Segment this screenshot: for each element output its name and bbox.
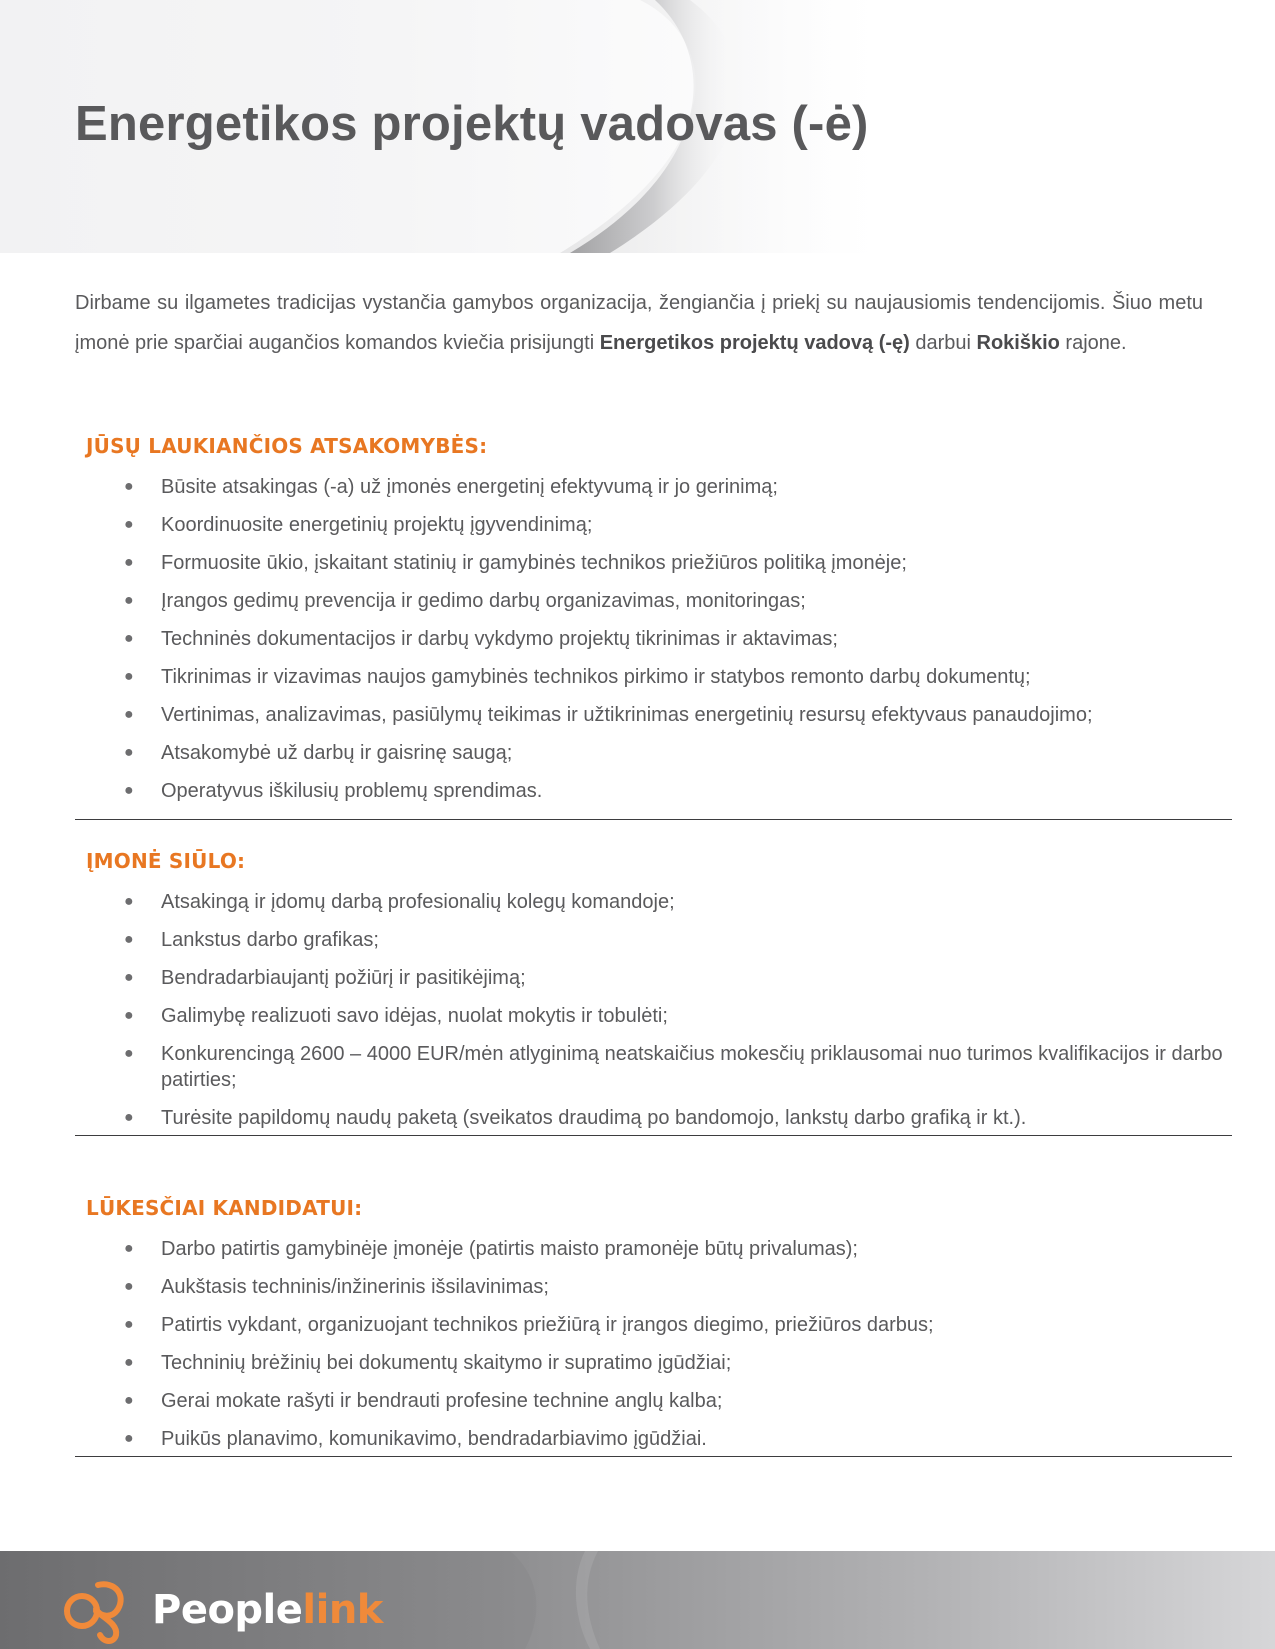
- list-item-text: Aukštasis techninis/inžinerinis išsilavinimas;: [161, 1276, 549, 1298]
- list-item: [120, 626, 1230, 652]
- intro-text-3: rajone.: [1059, 332, 1127, 354]
- intro-bold-location: Rokiškio: [976, 332, 1060, 354]
- list-item: [120, 927, 1230, 953]
- bullet-icon: ●: [124, 478, 134, 495]
- bullet-icon: ●: [124, 1316, 134, 1333]
- bullet-icon: ●: [124, 516, 134, 533]
- list-item: [120, 1041, 1230, 1093]
- section-title-offer: ĮMONĖ SIŪLO:: [86, 849, 246, 873]
- peoplelink-logo-icon: [60, 1575, 132, 1645]
- list-item-text: Atsakingą ir įdomų darbą profesionalių kolegų komandoje;: [161, 891, 675, 913]
- list-item: [120, 474, 1230, 500]
- list-item: [120, 1003, 1230, 1029]
- list-item-text: Bendradarbiaujantį požiūrį ir pasitikėjimą;: [161, 967, 526, 989]
- list-item-text: Puikūs planavimo, komunikavimo, bendradarbiavimo įgūdžiai.: [161, 1428, 707, 1450]
- section-divider: [75, 819, 1232, 820]
- bullet-icon: ●: [124, 668, 134, 685]
- section-divider: [75, 1456, 1232, 1457]
- list-item: [120, 1312, 1230, 1338]
- list-item: [120, 1274, 1230, 1300]
- list-item: [120, 702, 1230, 728]
- logo-text-people: People: [152, 1587, 303, 1633]
- bullet-icon: ●: [124, 1007, 134, 1024]
- offer-list: [120, 889, 1230, 1131]
- list-item: [120, 550, 1230, 576]
- list-item: [120, 664, 1230, 690]
- list-item: [120, 889, 1230, 915]
- list-item: [120, 740, 1230, 766]
- list-item-text: Būsite atsakingas (-a) už įmonės energetinį efektyvumą ir jo gerinimą;: [161, 476, 778, 498]
- bullet-icon: ●: [124, 592, 134, 609]
- bullet-icon: ●: [124, 744, 134, 761]
- list-item-text: Operatyvus iškilusių problemų sprendimas.: [161, 780, 543, 802]
- list-item-text: Patirtis vykdant, organizuojant technikos priežiūrą ir įrangos diegimo, priežiūros darbus;: [161, 1314, 934, 1336]
- list-item-text: Atsakomybė už darbų ir gaisrinę saugą;: [161, 742, 513, 764]
- list-item-text: Gerai mokate rašyti ir bendrauti profesine technine anglų kalba;: [161, 1390, 723, 1412]
- responsibilities-list: [120, 474, 1230, 804]
- intro-bold-position: Energetikos projektų vadovą (-ę): [599, 332, 910, 354]
- list-item-text: Tikrinimas ir vizavimas naujos gamybinės technikos pirkimo ir statybos remonto darbų dokumentų;: [161, 666, 1031, 688]
- intro-text-1: Dirbame su ilgametes tradicijas vystančia gamybos organizacija, žengiančia į priekį su naujausiomis tendencijomis. Šiuo metu įmonė prie sparčiai augančios komandos kviečia prisijungti: [75, 292, 1203, 354]
- list-item-text: Techninės dokumentacijos ir darbų vykdymo projektų tikrinimas ir aktavimas;: [161, 628, 838, 650]
- list-item: [120, 965, 1230, 991]
- list-item-text: Galimybę realizuoti savo idėjas, nuolat mokytis ir tobulėti;: [161, 1005, 668, 1027]
- page-title: Energetikos projektų vadovas (-ė): [75, 97, 869, 151]
- expectations-list: [120, 1236, 1230, 1452]
- list-item: [120, 1105, 1230, 1131]
- bullet-icon: ●: [124, 1354, 134, 1371]
- bullet-icon: ●: [124, 1240, 134, 1257]
- footer-banner: [0, 1551, 1275, 1649]
- bullet-icon: ●: [124, 893, 134, 910]
- bullet-icon: ●: [124, 782, 134, 799]
- list-item-text: Techninių brėžinių bei dokumentų skaitymo ir supratimo įgūdžiai;: [161, 1352, 732, 1374]
- bullet-icon: ●: [124, 931, 134, 948]
- list-item-text: Koordinuosite energetinių projektų įgyvendinimą;: [161, 514, 593, 536]
- bullet-icon: ●: [124, 969, 134, 986]
- list-item-text: Darbo patirtis gamybinėje įmonėje (patirtis maisto pramonėje būtų privalumas);: [161, 1238, 858, 1260]
- list-item-text: Konkurencingą 2600 – 4000 EUR/mėn atlyginimą neatskaičius mokesčių priklausomai nuo turimos kvalifikacijos ir darbo patirties;: [161, 1043, 1223, 1091]
- bullet-icon: ●: [124, 1278, 134, 1295]
- list-item-text: Lankstus darbo grafikas;: [161, 929, 379, 951]
- logo-text-link: link: [302, 1587, 383, 1633]
- bullet-icon: ●: [124, 554, 134, 571]
- bullet-icon: ●: [124, 1109, 134, 1126]
- section-divider: [75, 1135, 1232, 1136]
- list-item: [120, 588, 1230, 614]
- intro-paragraph: [75, 283, 1203, 363]
- list-item: [120, 1236, 1230, 1262]
- peoplelink-logo: [60, 1575, 383, 1645]
- list-item-text: Įrangos gedimų prevencija ir gedimo darbų organizavimas, monitoringas;: [161, 590, 806, 612]
- section-title-responsibilities: JŪSŲ LAUKIANČIOS ATSAKOMYBĖS:: [86, 434, 488, 458]
- bullet-icon: ●: [124, 630, 134, 647]
- bullet-icon: ●: [124, 1045, 134, 1062]
- bullet-icon: ●: [124, 1430, 134, 1447]
- list-item: [120, 778, 1230, 804]
- list-item: [120, 1426, 1230, 1452]
- list-item: [120, 1388, 1230, 1414]
- section-title-expectations: LŪKESČIAI KANDIDATUI:: [86, 1196, 363, 1220]
- intro-text-2: darbui: [909, 332, 977, 354]
- bullet-icon: ●: [124, 1392, 134, 1409]
- list-item-text: Turėsite papildomų naudų paketą (sveikatos draudimą po bandomojo, lankstų darbo grafiką ir kt.).: [161, 1107, 1027, 1129]
- list-item: [120, 1350, 1230, 1376]
- list-item-text: Vertinimas, analizavimas, pasiūlymų teikimas ir užtikrinimas energetinių resursų efektyvaus panaudojimo;: [161, 704, 1093, 726]
- bullet-icon: ●: [124, 706, 134, 723]
- list-item-text: Formuosite ūkio, įskaitant statinių ir gamybinės technikos priežiūros politiką įmonėje;: [161, 552, 907, 574]
- list-item: [120, 512, 1230, 538]
- logo-wordmark: [152, 1587, 383, 1633]
